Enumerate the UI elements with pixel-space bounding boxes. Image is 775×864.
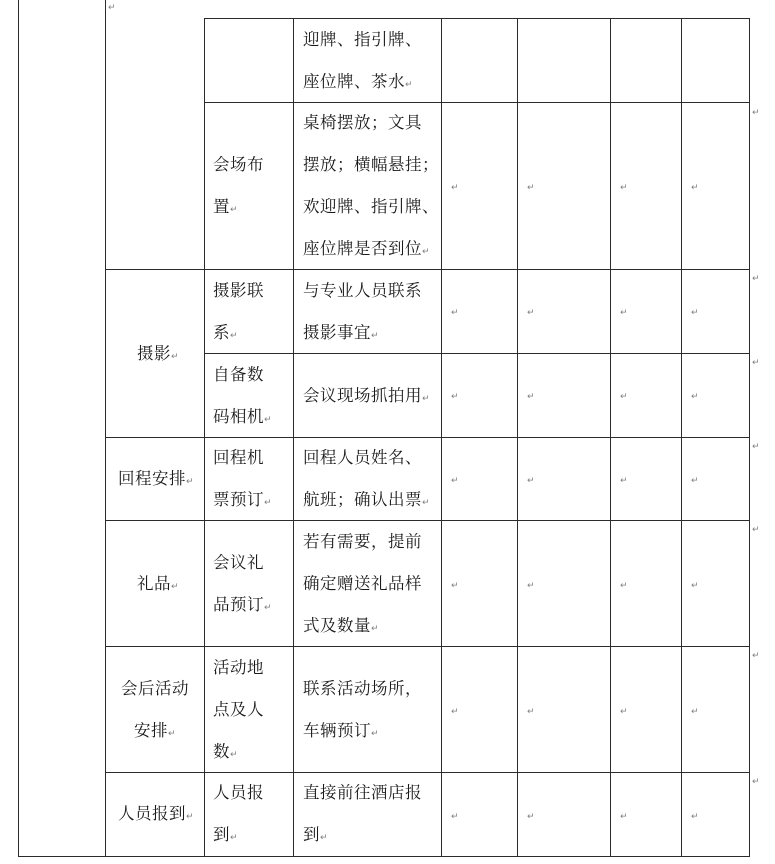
cell-end-mark: ↵	[527, 707, 535, 717]
cell-end-mark: ↵	[451, 812, 459, 822]
cell-end-mark: ↵	[691, 581, 699, 591]
table-cell-desc: 联系活动场所， 车辆预订↵	[303, 679, 422, 740]
paragraph-mark: ↵	[108, 3, 116, 13]
cell-end-mark: ↵	[620, 392, 628, 402]
table-cell-category: 回程安排↵	[118, 469, 195, 488]
table-cell-category: 人员报到↵	[118, 804, 195, 823]
table-cell-item: 活动地 点及人 数↵	[213, 658, 264, 761]
cell-end-mark: ↵	[527, 476, 535, 486]
cell-end-mark: ↵	[620, 183, 628, 193]
table-row-divider	[105, 646, 750, 647]
cell-end-mark: ↵	[620, 812, 628, 822]
row-end-mark: ↵	[752, 651, 760, 661]
cell-end-mark: ↵	[691, 308, 699, 318]
cell-end-mark: ↵	[527, 392, 535, 402]
cell-end-mark: ↵	[451, 392, 459, 402]
table-cell-item: 会场布 置↵	[213, 155, 264, 216]
table-cell-desc: 会议现场抓拍用↵	[303, 386, 431, 405]
cell-end-mark: ↵	[451, 183, 459, 193]
row-end-mark: ↵	[752, 274, 760, 284]
table-cell-item: 摄影联 系↵	[213, 281, 264, 342]
table-cell-category: 礼品↵	[137, 574, 180, 593]
cell-end-mark: ↵	[691, 392, 699, 402]
cell-end-mark: ↵	[451, 308, 459, 318]
cell-end-mark: ↵	[527, 581, 535, 591]
table-row-divider	[204, 18, 750, 19]
row-end-mark: ↵	[752, 777, 760, 787]
row-end-mark: ↵	[752, 358, 760, 368]
table-cell-item: 自备数 码相机↵	[213, 365, 273, 426]
cell-end-mark: ↵	[620, 707, 628, 717]
cell-end-mark: ↵	[451, 476, 459, 486]
table-cell-desc: 迎牌、指引牌、 座位牌、茶水↵	[303, 30, 422, 91]
table-cell-item: 回程机 票预订↵	[213, 448, 273, 509]
cell-end-mark: ↵	[691, 183, 699, 193]
table-row-divider	[204, 353, 750, 354]
table-cell-desc: 回程人员姓名、 航班；确认出票↵	[303, 448, 431, 509]
cell-end-mark: ↵	[620, 308, 628, 318]
row-end-mark: ↵	[752, 442, 760, 452]
cell-end-mark: ↵	[527, 812, 535, 822]
table-cell-desc: 与专业人员联系 摄影事宜↵	[303, 281, 422, 342]
cell-end-mark: ↵	[620, 476, 628, 486]
table-row-divider	[204, 102, 750, 103]
cell-end-mark: ↵	[620, 581, 628, 591]
table-border-bottom	[18, 856, 750, 857]
cell-end-mark: ↵	[527, 183, 535, 193]
table-cell-desc: 桌椅摆放；文具 摆放；横幅悬挂； 欢迎牌、指引牌、 座位牌是否到位↵	[303, 113, 439, 258]
table-cell-item: 人员报 到↵	[213, 783, 264, 844]
cell-end-mark: ↵	[527, 308, 535, 318]
cell-end-mark: ↵	[691, 476, 699, 486]
table-cell-desc: 若有需要，提前 确定赠送礼品样 式及数量↵	[303, 532, 422, 635]
row-end-mark: ↵	[752, 525, 760, 535]
cell-end-mark: ↵	[451, 707, 459, 717]
cell-end-mark: ↵	[691, 812, 699, 822]
table-cell-item: 会议礼 品预订↵	[213, 553, 273, 614]
row-end-mark: ↵	[752, 108, 760, 118]
cell-end-mark: ↵	[451, 581, 459, 591]
table-row-divider	[105, 772, 750, 773]
table-cell-desc: 直接前往酒店报 到↵	[303, 783, 422, 844]
table-border-left	[18, 0, 19, 857]
cell-end-mark: ↵	[691, 707, 699, 717]
table-cell-category: 摄影↵	[137, 344, 180, 363]
table-cell-category: 会后活动 安排↵	[121, 679, 189, 740]
